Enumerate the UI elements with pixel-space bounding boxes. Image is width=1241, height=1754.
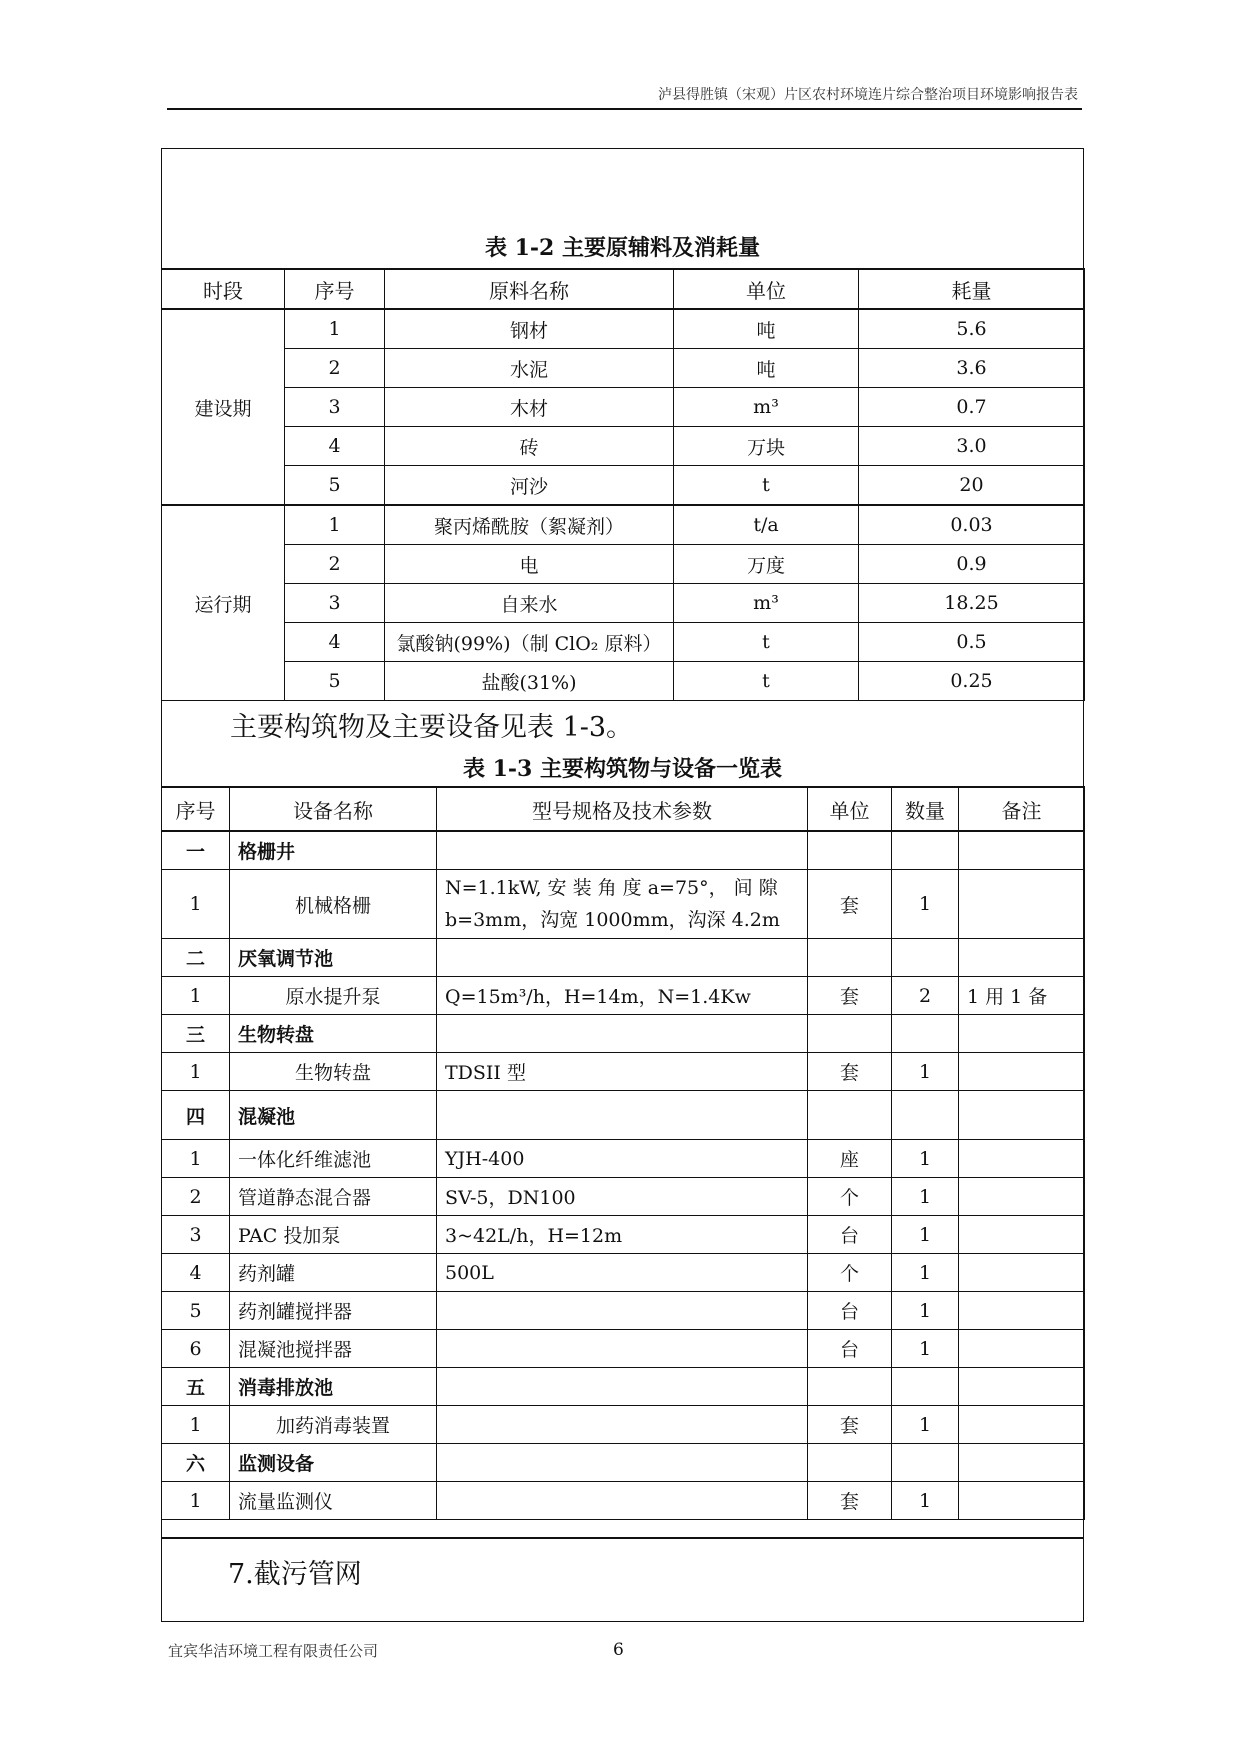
table-row — [162, 1178, 1085, 1216]
cell-no: 五 — [162, 1368, 230, 1406]
table-row — [162, 1292, 1085, 1330]
cell-note — [959, 1406, 1085, 1444]
table-1-2-header-row — [162, 269, 1085, 309]
cell-qty — [892, 1368, 959, 1406]
table-row — [162, 1406, 1085, 1444]
period-cell: 建设期 — [162, 309, 285, 505]
cell-no: 4 — [285, 623, 385, 662]
cell-amount: 18.25 — [859, 584, 1085, 623]
table-1-3-header-cell: 数量 — [892, 787, 959, 831]
table-row — [162, 1053, 1085, 1091]
cell-name: 生物转盘 — [230, 1015, 437, 1053]
cell-qty: 1 — [892, 1254, 959, 1292]
table-1-2-title: 表 1-2 主要原辅料及消耗量 — [484, 235, 761, 261]
cell-unit: 吨 — [674, 309, 859, 349]
cell-name: 一体化纤维滤池 — [230, 1140, 437, 1178]
cell-name: 格栅井 — [230, 831, 437, 870]
cell-spec — [437, 1091, 808, 1140]
cell-unit: 套 — [808, 1053, 892, 1091]
cell-note — [959, 1091, 1085, 1140]
cell-qty — [892, 1444, 959, 1482]
cell-spec: Q=15m³/h，H=14m，N=1.4Kw — [437, 977, 808, 1015]
cell-note — [959, 1254, 1085, 1292]
cell-unit — [808, 1444, 892, 1482]
cell-qty: 1 — [892, 1178, 959, 1216]
cell-no: 1 — [162, 1482, 230, 1520]
cell-name: 机械格栅 — [230, 870, 437, 939]
cell-name: 管道静态混合器 — [230, 1178, 437, 1216]
section-row — [162, 1368, 1085, 1406]
cell-spec — [437, 831, 808, 870]
cell-spec — [437, 1292, 808, 1330]
cell-spec: N=1.1kW, 安 装 角 度 a=75°， 间 隙 b=3mm，沟宽 1000mm，沟深 4.2m — [437, 870, 808, 939]
cell-no: 3 — [285, 584, 385, 623]
cell-qty: 1 — [892, 1482, 959, 1520]
table-row — [162, 584, 1085, 623]
cell-amount: 3.6 — [859, 349, 1085, 388]
cell-qty: 1 — [892, 1053, 959, 1091]
section-row — [162, 831, 1085, 870]
cell-no: 1 — [285, 505, 385, 545]
cell-spec — [437, 1330, 808, 1368]
cell-no: 6 — [162, 1330, 230, 1368]
cell-amount: 3.0 — [859, 427, 1085, 466]
page-header — [167, 80, 1082, 110]
cell-note — [959, 831, 1085, 870]
cell-qty — [892, 831, 959, 870]
cell-unit: 套 — [808, 870, 892, 939]
table-1-3-title: 表 1-3 主要构筑物与设备一览表 — [462, 756, 783, 782]
cell-qty: 1 — [892, 1140, 959, 1178]
cell-no: 3 — [285, 388, 385, 427]
table-bottom-rule — [162, 1537, 1083, 1539]
cell-unit: 座 — [808, 1140, 892, 1178]
section-row — [162, 1015, 1085, 1053]
cell-unit — [808, 1015, 892, 1053]
table-row — [162, 427, 1085, 466]
table-row — [162, 309, 1085, 349]
table-1-3-header-cell: 设备名称 — [230, 787, 437, 831]
cell-no: 5 — [285, 466, 385, 506]
table-1-2 — [161, 268, 1085, 701]
cell-qty: 1 — [892, 870, 959, 939]
cell-name: 生物转盘 — [230, 1053, 437, 1091]
cell-note — [959, 1178, 1085, 1216]
table-1-2-header-cell: 单位 — [674, 269, 859, 309]
table-1-2-header-cell: 序号 — [285, 269, 385, 309]
cell-note — [959, 1330, 1085, 1368]
table-row — [162, 662, 1085, 701]
cell-name: 原水提升泵 — [230, 977, 437, 1015]
table-1-2-header-cell: 时段 — [162, 269, 285, 309]
cell-amount: 20 — [859, 466, 1085, 506]
cell-qty — [892, 1015, 959, 1053]
cell-no: 2 — [285, 349, 385, 388]
cell-note: 1 用 1 备 — [959, 977, 1085, 1015]
cell-qty: 1 — [892, 1406, 959, 1444]
cell-unit — [808, 1091, 892, 1140]
cell-note — [959, 1140, 1085, 1178]
cell-no: 5 — [285, 662, 385, 701]
cell-name: 砖 — [385, 427, 674, 466]
cell-note — [959, 870, 1085, 939]
period-cell: 运行期 — [162, 505, 285, 701]
cell-name: 电 — [385, 545, 674, 584]
cell-unit: t — [674, 466, 859, 506]
cell-note — [959, 1292, 1085, 1330]
cell-no: 1 — [162, 977, 230, 1015]
table-row — [162, 1482, 1085, 1520]
cell-name: 厌氧调节池 — [230, 939, 437, 977]
cell-unit: t — [674, 623, 859, 662]
table-row — [162, 388, 1085, 427]
cell-unit: 台 — [808, 1216, 892, 1254]
cell-unit: 台 — [808, 1292, 892, 1330]
table-1-2-header-cell: 耗量 — [859, 269, 1085, 309]
cell-unit — [808, 831, 892, 870]
cell-name: 药剂罐 — [230, 1254, 437, 1292]
cell-no: 1 — [162, 1053, 230, 1091]
section-7-heading: 7.截污管网 — [228, 1559, 362, 1590]
footer-company: 宜宾华洁环境工程有限责任公司 — [168, 1642, 379, 1660]
cell-note — [959, 1053, 1085, 1091]
cell-name: 聚丙烯酰胺（絮凝剂） — [385, 505, 674, 545]
page-number: 6 — [613, 1640, 624, 1660]
cell-no: 四 — [162, 1091, 230, 1140]
cell-unit: m³ — [674, 584, 859, 623]
cell-unit: 套 — [808, 1482, 892, 1520]
section-row — [162, 939, 1085, 977]
cell-name: 消毒排放池 — [230, 1368, 437, 1406]
cell-unit: 台 — [808, 1330, 892, 1368]
cell-amount: 0.9 — [859, 545, 1085, 584]
table-row — [162, 349, 1085, 388]
cell-spec: SV-5，DN100 — [437, 1178, 808, 1216]
cell-qty: 1 — [892, 1216, 959, 1254]
cell-name: 盐酸(31%) — [385, 662, 674, 701]
section-row — [162, 1091, 1085, 1140]
table-1-3-header-cell: 型号规格及技术参数 — [437, 787, 808, 831]
cell-no: 1 — [162, 1406, 230, 1444]
cell-name: 药剂罐搅拌器 — [230, 1292, 437, 1330]
cell-amount: 0.7 — [859, 388, 1085, 427]
cell-note — [959, 1015, 1085, 1053]
cell-amount: 5.6 — [859, 309, 1085, 349]
report-title: 泸县得胜镇（宋观）片区农村环境连片综合整治项目环境影响报告表 — [658, 87, 1078, 103]
cell-note — [959, 1368, 1085, 1406]
cell-amount: 0.5 — [859, 623, 1085, 662]
cell-name: 钢材 — [385, 309, 674, 349]
cell-qty — [892, 1091, 959, 1140]
cell-no: 2 — [162, 1178, 230, 1216]
cell-unit: 个 — [808, 1254, 892, 1292]
table-1-3-header-cell: 序号 — [162, 787, 230, 831]
table-1-2-header-cell: 原料名称 — [385, 269, 674, 309]
table-row — [162, 977, 1085, 1015]
cell-no: 一 — [162, 831, 230, 870]
section-row — [162, 1444, 1085, 1482]
cell-spec — [437, 1368, 808, 1406]
cell-name: 木材 — [385, 388, 674, 427]
cell-spec — [437, 1482, 808, 1520]
table-row — [162, 505, 1085, 545]
cell-no: 二 — [162, 939, 230, 977]
cell-spec: 500L — [437, 1254, 808, 1292]
cell-no: 1 — [162, 1140, 230, 1178]
cell-no: 4 — [285, 427, 385, 466]
cell-note — [959, 1482, 1085, 1520]
cell-no: 1 — [285, 309, 385, 349]
cell-spec: YJH-400 — [437, 1140, 808, 1178]
table-row — [162, 623, 1085, 662]
table-row — [162, 870, 1085, 939]
cell-name: 监测设备 — [230, 1444, 437, 1482]
cell-note — [959, 1216, 1085, 1254]
cell-no: 4 — [162, 1254, 230, 1292]
cell-qty: 2 — [892, 977, 959, 1015]
cell-no: 1 — [162, 870, 230, 939]
cell-qty: 1 — [892, 1330, 959, 1368]
cell-amount: 0.25 — [859, 662, 1085, 701]
table-1-3-header-cell: 备注 — [959, 787, 1085, 831]
cell-unit: 万度 — [674, 545, 859, 584]
cell-name: 加药消毒装置 — [230, 1406, 437, 1444]
cell-spec — [437, 939, 808, 977]
table-row — [162, 1216, 1085, 1254]
cell-unit: 个 — [808, 1178, 892, 1216]
cell-unit — [808, 939, 892, 977]
table-row — [162, 466, 1085, 506]
cell-amount: 0.03 — [859, 505, 1085, 545]
cell-note — [959, 939, 1085, 977]
cell-name: 水泥 — [385, 349, 674, 388]
cell-spec: TDSII 型 — [437, 1053, 808, 1091]
cell-name: 河沙 — [385, 466, 674, 506]
cell-spec — [437, 1444, 808, 1482]
cell-unit — [808, 1368, 892, 1406]
cell-spec: 3~42L/h，H=12m — [437, 1216, 808, 1254]
cell-spec — [437, 1015, 808, 1053]
cell-name: 混凝池搅拌器 — [230, 1330, 437, 1368]
cell-unit: 吨 — [674, 349, 859, 388]
cell-unit: 套 — [808, 977, 892, 1015]
cell-no: 六 — [162, 1444, 230, 1482]
table-row — [162, 1330, 1085, 1368]
cell-unit: 万块 — [674, 427, 859, 466]
cell-spec — [437, 1406, 808, 1444]
cell-name: 自来水 — [385, 584, 674, 623]
cell-name: 混凝池 — [230, 1091, 437, 1140]
cell-unit: t — [674, 662, 859, 701]
cell-note — [959, 1444, 1085, 1482]
content-frame — [161, 148, 1084, 1622]
table-row — [162, 1254, 1085, 1292]
cell-qty — [892, 939, 959, 977]
cell-unit: t/a — [674, 505, 859, 545]
cell-no: 5 — [162, 1292, 230, 1330]
table-row — [162, 1140, 1085, 1178]
table-1-3-header-cell: 单位 — [808, 787, 892, 831]
table-row — [162, 545, 1085, 584]
table-1-3-header-row — [162, 787, 1085, 831]
cell-unit: 套 — [808, 1406, 892, 1444]
cell-no: 3 — [162, 1216, 230, 1254]
cell-qty: 1 — [892, 1292, 959, 1330]
table-1-3-reference: 主要构筑物及主要设备见表 1-3。 — [230, 712, 634, 743]
cell-name: 氯酸钠(99%)（制 ClO₂ 原料） — [385, 623, 674, 662]
cell-no: 三 — [162, 1015, 230, 1053]
cell-unit: m³ — [674, 388, 859, 427]
cell-no: 2 — [285, 545, 385, 584]
table-1-3 — [161, 786, 1085, 1520]
cell-name: PAC 投加泵 — [230, 1216, 437, 1254]
cell-name: 流量监测仪 — [230, 1482, 437, 1520]
